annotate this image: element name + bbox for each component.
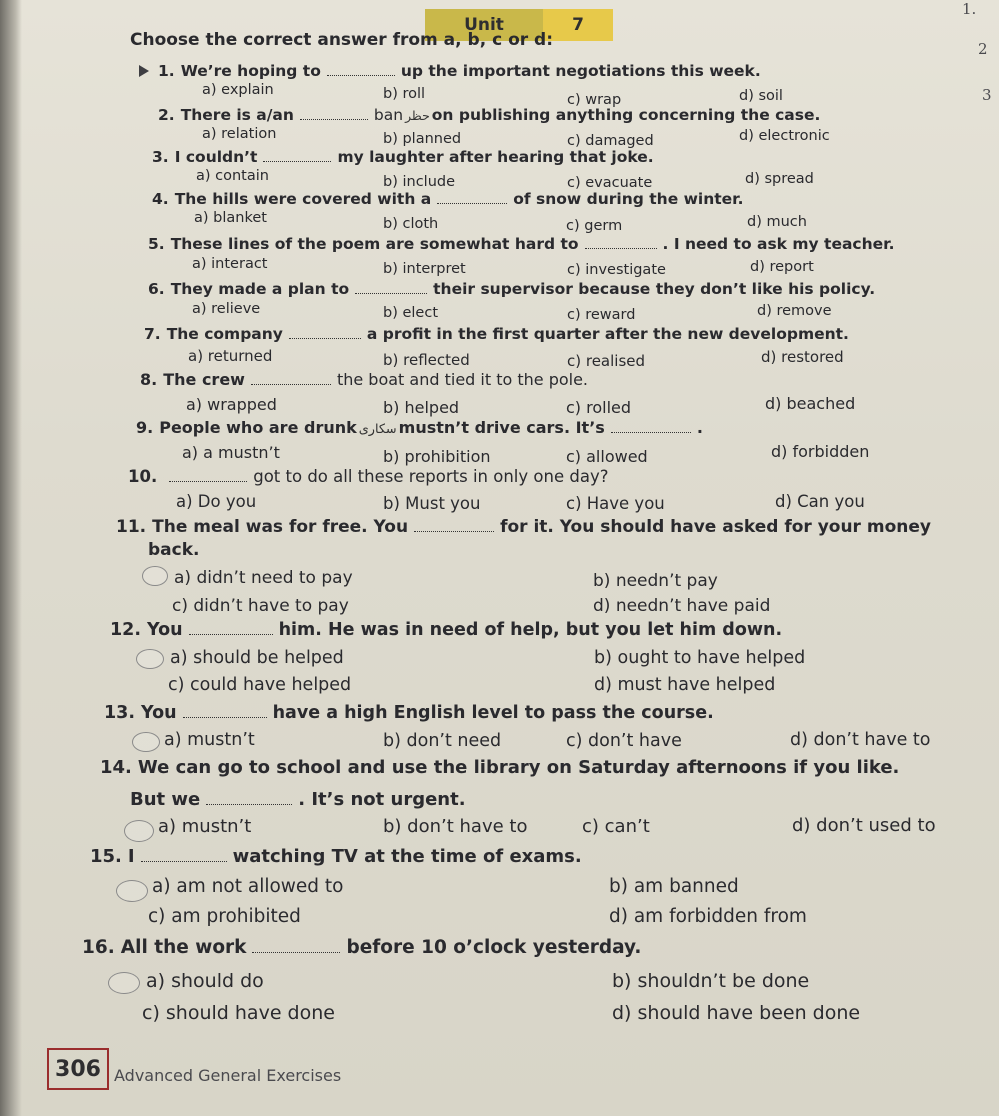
book-title-footer: Advanced General Exercises [114, 1066, 342, 1085]
question-3: 3. I couldn’t my laughter after hearing that joke. [152, 148, 654, 166]
option-10d[interactable]: d) Can you [775, 492, 865, 511]
option-12c[interactable]: c) could have helped [168, 675, 352, 695]
option-15c[interactable]: c) am prohibited [148, 906, 301, 927]
option-10c[interactable]: c) Have you [566, 494, 665, 513]
question-6: 6. They made a plan to their supervisor because they don’t like his policy. [148, 280, 876, 298]
answer-blank[interactable] [355, 293, 427, 294]
answer-bubble[interactable] [108, 972, 140, 994]
question-8: 8. The crew the boat and tied it to the pole. [140, 370, 589, 389]
option-7d[interactable]: d) restored [761, 348, 844, 366]
arrow-marker-icon [139, 65, 149, 77]
option-7c[interactable]: c) realised [567, 352, 646, 370]
question-14: 14. We can go to school and use the library on Saturday afternoons if you like. [100, 757, 900, 778]
answer-blank[interactable] [437, 203, 507, 204]
option-11b[interactable]: b) needn’t pay [593, 571, 718, 591]
page-fold-shadow [0, 0, 22, 1116]
margin-note-3: 3 [982, 86, 992, 104]
answer-blank[interactable] [206, 804, 292, 805]
option-16a[interactable]: a) should do [146, 970, 264, 992]
question-10: 10. got to do all these reports in only one day? [128, 467, 609, 486]
unit-number: 7 [543, 9, 613, 41]
answer-bubble[interactable] [132, 732, 160, 752]
answer-blank[interactable] [585, 248, 657, 249]
option-5c[interactable]: c) investigate [567, 262, 666, 278]
page-number-box [47, 1048, 109, 1090]
option-2d[interactable]: d) electronic [739, 128, 830, 144]
option-9a[interactable]: a) a mustn’t [182, 443, 280, 462]
option-4b[interactable]: b) cloth [383, 216, 439, 232]
unit-label: Unit [425, 9, 543, 41]
question-7: 7. The company a profit in the first quarter after the new development. [144, 325, 849, 343]
instruction-heading: Choose the correct answer from a, b, c or d: [130, 30, 554, 50]
option-3a[interactable]: a) contain [196, 168, 269, 184]
option-1b[interactable]: b) roll [383, 86, 426, 102]
option-7b[interactable]: b) reflected [383, 351, 470, 369]
answer-blank[interactable] [252, 952, 340, 953]
answer-blank[interactable] [300, 119, 368, 120]
option-16c[interactable]: c) should have done [142, 1002, 335, 1024]
option-6b[interactable]: b) elect [383, 305, 438, 321]
option-16d[interactable]: d) should have been done [612, 1002, 861, 1024]
option-6a[interactable]: a) relieve [192, 301, 261, 317]
answer-blank[interactable] [263, 161, 331, 162]
question-1: 1. We’re hoping to up the important negotiations this week. [158, 62, 761, 80]
option-13b[interactable]: b) don’t need [383, 731, 502, 751]
option-15b[interactable]: b) am banned [609, 876, 739, 897]
answer-bubble[interactable] [124, 820, 154, 842]
option-13a[interactable]: a) mustn’t [164, 730, 255, 750]
question-5: 5. These lines of the poem are somewhat hard to . I need to ask my teacher. [148, 235, 895, 253]
option-4a[interactable]: a) blanket [194, 210, 267, 226]
option-14a[interactable]: a) mustn’t [158, 816, 252, 837]
question-4: 4. The hills were covered with a of snow during the winter. [152, 190, 744, 208]
answer-blank[interactable] [611, 432, 691, 433]
option-13d[interactable]: d) don’t have to [790, 730, 931, 750]
option-12a[interactable]: a) should be helped [170, 648, 344, 668]
option-5a[interactable]: a) interact [192, 256, 268, 272]
option-1a[interactable]: a) explain [202, 82, 274, 98]
option-2b[interactable]: b) planned [383, 131, 462, 147]
answer-blank[interactable] [327, 75, 395, 76]
option-5d[interactable]: d) report [750, 259, 814, 275]
answer-bubble[interactable] [136, 649, 164, 669]
answer-blank[interactable] [141, 861, 227, 862]
question-11: 11. The meal was for free. You for it. You should have asked for your money [116, 517, 931, 537]
answer-blank[interactable] [183, 717, 267, 718]
option-14d[interactable]: d) don’t used to [792, 815, 936, 836]
option-3c[interactable]: c) evacuate [567, 175, 653, 191]
option-7a[interactable]: a) returned [188, 347, 273, 365]
option-5b[interactable]: b) interpret [383, 261, 466, 277]
answer-bubble[interactable] [116, 880, 148, 902]
option-11d[interactable]: d) needn’t have paid [593, 596, 771, 616]
answer-blank[interactable] [189, 634, 273, 635]
option-2a[interactable]: a) relation [202, 126, 277, 142]
option-12d[interactable]: d) must have helped [594, 675, 776, 695]
option-10a[interactable]: a) Do you [176, 492, 257, 511]
option-9d[interactable]: d) forbidden [771, 442, 870, 461]
question-2: 2. There is a/an ban حظر on publishing anything concerning the case. [158, 106, 821, 124]
question-15: 15. I watching TV at the time of exams. [90, 846, 582, 867]
answer-blank[interactable] [169, 481, 247, 482]
option-3b[interactable]: b) include [383, 174, 456, 190]
margin-note-1: 1. [962, 0, 977, 18]
option-14c[interactable]: c) can’t [582, 816, 650, 837]
margin-note-2: 2 [978, 40, 988, 58]
question-14-continued: But we . It’s not urgent. [130, 789, 466, 810]
option-1d[interactable]: d) soil [739, 88, 783, 104]
option-15a[interactable]: a) am not allowed to [152, 876, 344, 897]
option-4d[interactable]: d) much [747, 214, 807, 230]
question-12: 12. You him. He was in need of help, but you let him down. [110, 620, 783, 640]
question-13: 13. You have a high English level to pass the course. [104, 703, 714, 723]
option-1c[interactable]: c) wrap [567, 92, 622, 108]
page-number: 306 [55, 1056, 101, 1082]
option-6c[interactable]: c) reward [567, 307, 636, 323]
option-13c[interactable]: c) don’t have [566, 731, 682, 751]
option-2c[interactable]: c) damaged [567, 133, 654, 149]
option-14b[interactable]: b) don’t have to [383, 816, 528, 837]
option-15d[interactable]: d) am forbidden from [609, 906, 807, 927]
option-9c[interactable]: c) allowed [566, 447, 648, 466]
option-12b[interactable]: b) ought to have helped [594, 648, 806, 668]
option-8b[interactable]: b) helped [383, 398, 460, 417]
answer-blank[interactable] [414, 531, 494, 532]
question-11-continued: back. [148, 540, 200, 560]
question-9: 9. People who are drunk سكارى mustn’t drive cars. It’s . [136, 418, 703, 437]
answer-bubble[interactable] [142, 566, 168, 586]
option-8c[interactable]: c) rolled [566, 398, 632, 417]
option-8a[interactable]: a) wrapped [186, 395, 277, 414]
option-9b[interactable]: b) prohibition [383, 447, 491, 466]
answer-blank[interactable] [251, 384, 331, 385]
option-11a[interactable]: a) didn’t need to pay [174, 568, 353, 588]
answer-blank[interactable] [289, 338, 361, 339]
option-4c[interactable]: c) germ [566, 218, 623, 234]
question-16: 16. All the work before 10 o’clock yesterday. [82, 937, 642, 958]
option-11c[interactable]: c) didn’t have to pay [172, 596, 349, 616]
option-16b[interactable]: b) shouldn’t be done [612, 970, 810, 992]
option-8d[interactable]: d) beached [765, 394, 856, 413]
option-6d[interactable]: d) remove [757, 303, 832, 319]
option-10b[interactable]: b) Must you [383, 494, 481, 513]
option-3d[interactable]: d) spread [745, 171, 814, 187]
